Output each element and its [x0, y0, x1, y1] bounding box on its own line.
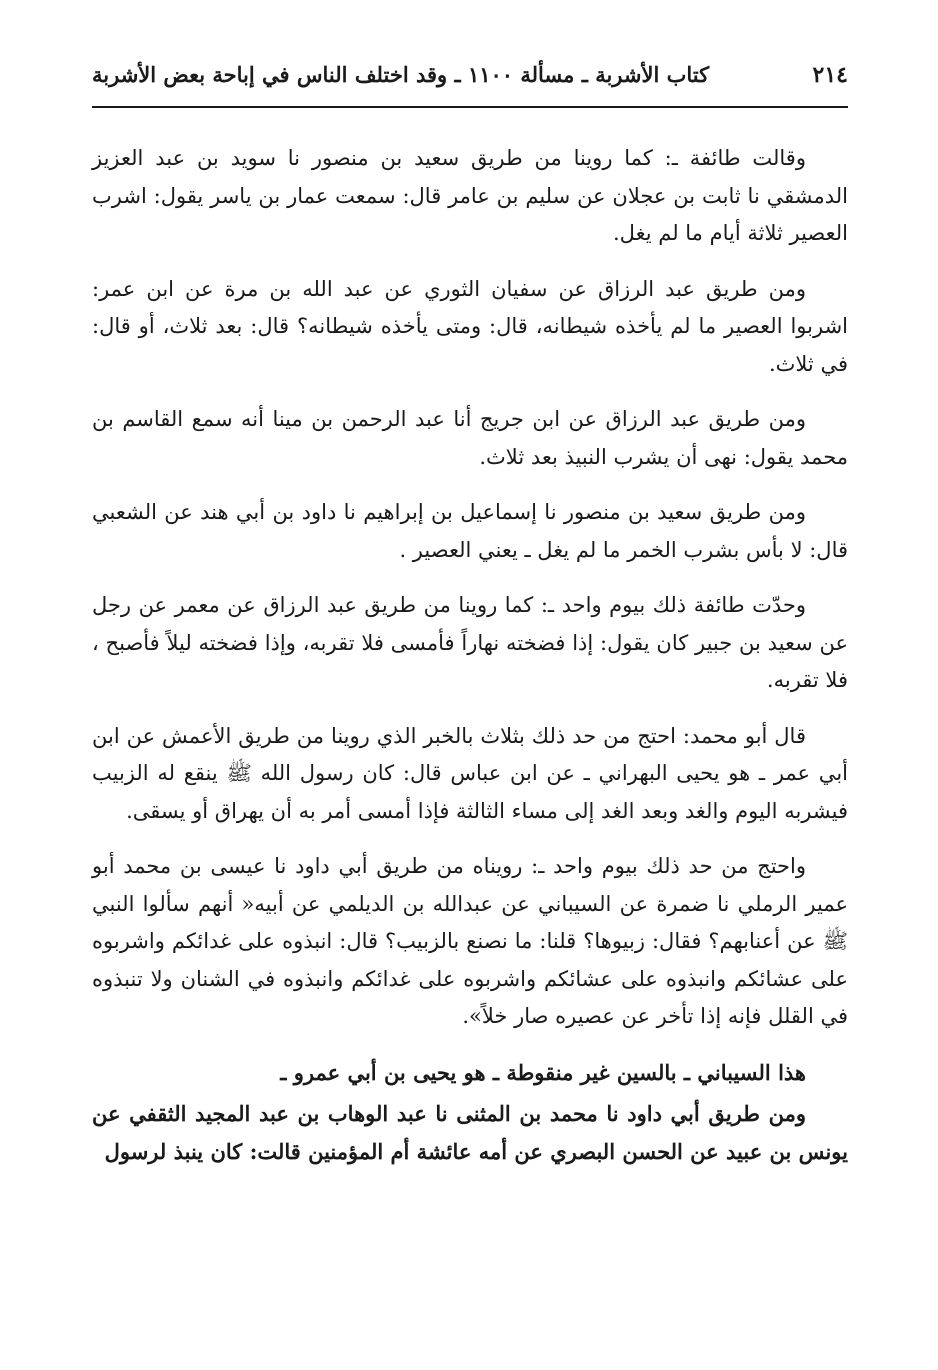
paragraph: قال أبو محمد: احتج من حد ذلك بثلاث بالخبر الذي روينا من طريق الأعمش عن ابن أبي عمر ـ هو يحيى البهراني ـ عن ابن عباس قال: كان رسول الله ﷺ ينقع له الزبيب فيشربه اليوم والغد وبعد الغد إلى مساء الثالثة فإذا أمسى أمر به أن يهراق أو يسقى. [92, 723, 848, 823]
paragraph: ومن طريق أبي داود نا محمد بن المثنى نا عبد الوهاب بن عبد المجيد الثقفي عن يونس بن عبيد عن الحسن البصري عن أمه عائشة أم المؤمنين قالت: كان ينبذ لرسول [92, 1101, 848, 1164]
paragraph: وقالت طائفة ـ: كما روينا من طريق سعيد بن منصور نا سويد بن عبد العزيز الدمشقي نا ثابت بن عجلان عن سليم بن عامر قال: سمعت عمار بن ياسر يقول: اشرب العصير ثلاثة أيام ما لم يغل. [92, 146, 848, 245]
paragraph: ومن طريق عبد الرزاق عن سفيان الثوري عن عبد الله بن مرة عن ابن عمر: اشربوا العصير ما لم يأخذه شيطانه، قال: ومتى يأخذه شيطانه؟ قال: بعد ثلاث، أو قال: في ثلاث. [92, 276, 848, 376]
page-number: ٢١٤ [812, 62, 848, 88]
paragraph: هذا السيباني ـ بالسين غير منقوطة ـ هو يحيى بن أبي عمرو ـ [280, 1059, 806, 1085]
paragraph: ومن طريق عبد الرزاق عن ابن جريج أنا عبد الرحمن بن مينا أنه سمع القاسم بن محمد يقول: نهى أن يشرب النبيذ بعد ثلاث. [92, 407, 848, 469]
body-text [92, 140, 848, 1188]
paragraph: ومن طريق سعيد بن منصور نا إسماعيل بن إبراهيم نا داود بن أبي هند عن الشعبي قال: لا بأس بشرب الخمر ما لم يغل ـ يعني العصير . [92, 500, 848, 562]
running-header [92, 58, 848, 102]
header-title: كتاب الأشربة ـ مسألة ١١٠٠ ـ وقد اختلف الناس في إباحة بعض الأشربة [92, 62, 710, 87]
header-divider [92, 106, 848, 108]
paragraph: وحدّت طائفة ذلك بيوم واحد ـ: كما روينا من طريق عبد الرزاق عن معمر عن رجل عن سعيد بن جبير كان يقول: إذا فضخته نهاراً فأمسى فلا تقربه، وإذا فضخته ليلاً فأصبح ، فلا تقربه. [92, 593, 848, 692]
paragraph: واحتج من حد ذلك بيوم واحد ـ: رويناه من طريق أبي داود نا عيسى بن محمد أبو عمير الرملي نا ضمرة عن السيباني عن عبدالله بن الديلمي عن أبيه« أنهم سألوا النبي ﷺ عن أعنابهم؟ فقال: زبيوها؟ قلنا: ما نصنع بالزبيب؟ قال: انبذوه على غدائكم واشربوه على عشائكم وانبذوه على عشائكم واشربوه على غدائكم وانبذوه في الشنان ولا تنبذوه في القلل فإنه إذا تأخر عن عصيره صار خلاً». [92, 854, 848, 1028]
